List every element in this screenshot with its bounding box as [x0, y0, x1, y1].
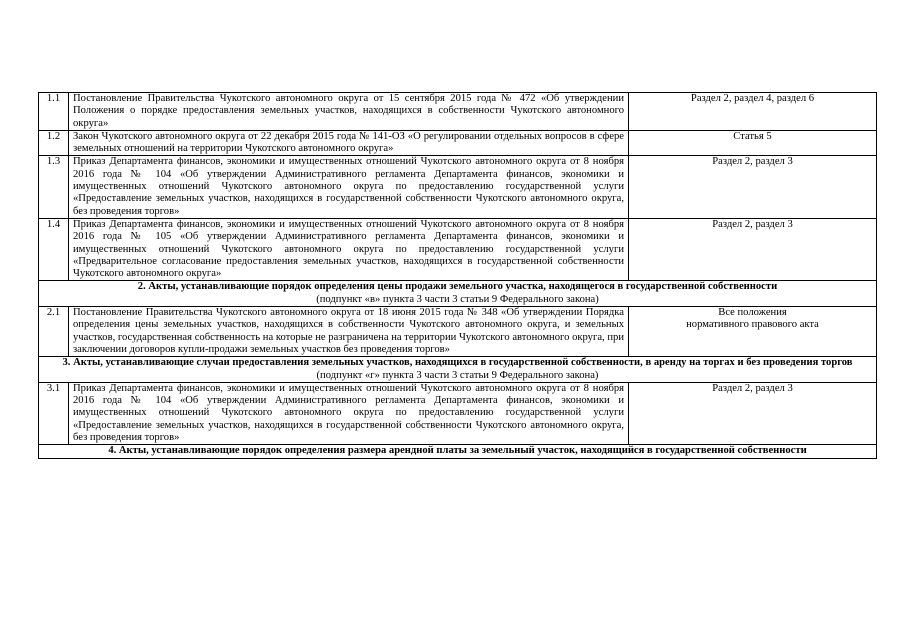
section-4-title: 4. Акты, устанавливающие порядок определения размера арендной платы за земельный участок, находящийся в государственной собственности	[108, 445, 807, 457]
act-sections: Раздел 2, раздел 3	[629, 156, 877, 218]
legal-acts-table	[38, 92, 877, 459]
table-row	[39, 382, 877, 444]
section-3-note: (подпункт «г» пункта 3 части 3 статьи 9 Федерального закона)	[316, 369, 599, 381]
table-row	[39, 156, 877, 218]
section-2-title: 2. Акты, устанавливающие порядок определения цены продажи земельного участка, находящегося в государственной собственности	[137, 281, 778, 293]
section-3-header	[39, 357, 877, 383]
table-row	[39, 307, 877, 357]
act-description: Постановление Правительства Чукотского автономного округа от 15 сентября 2015 года № 472 «Об утверждении Положения о порядке предоставления земельных участков, находящихся в собственности Чукотского автономного округа»	[69, 93, 629, 131]
section-2-header	[39, 281, 877, 307]
row-number: 3.1	[39, 382, 69, 444]
act-description: Приказ Департамента финансов, экономики и имущественных отношений Чукотского автономного округа от 8 ноября 2016 года № 104 «Об утверждении Административного регламента Департамента финансов, экономики и имущественных отношений Чукотского автономного округа по предоставлению государственной услуги «Предоставление земельных участков, находящихся в государственной собственности Чукотского автономного округа, без проведения торгов»	[69, 382, 629, 444]
row-number: 1.3	[39, 156, 69, 218]
act-description: Приказ Департамента финансов, экономики и имущественных отношений Чукотского автономного округа от 8 ноября 2016 года № 105 «Об утверждении Административного регламента Департамента финансов, экономики и имущественных отношений Чукотского автономного округа по предоставлению государственной услуги «Предварительное согласование предоставления земельных участков, находящихся в государственной собственности Чукотского автономного округа»	[69, 218, 629, 280]
table-row	[39, 93, 877, 131]
section-3-title: 3. Акты, устанавливающие случаи предоставления земельных участков, находящихся в государственной собственности, в аренду на торгах и без проведения торгов	[62, 357, 853, 369]
act-description: Закон Чукотского автономного округа от 22 декабря 2015 года № 141-ОЗ «О регулировании отдельных вопросов в сфере земельных отношений на территории Чукотского автономного округа»	[69, 130, 629, 156]
row-number: 1.4	[39, 218, 69, 280]
act-sections-line-1: Все положения	[718, 307, 787, 319]
act-sections	[629, 307, 877, 357]
act-description: Постановление Правительства Чукотского автономного округа от 18 июня 2015 года № 348 «Об утверждении Порядка определения цены земельных участков, находящихся в собственности Чукотского автономного округа, и земельных участков, государственная собственность на которые не разграничена на территории Чукотского автономного округа, при заключении договоров купли-продажи земельных участков без проведения торгов»	[69, 307, 629, 357]
act-description: Приказ Департамента финансов, экономики и имущественных отношений Чукотского автономного округа от 8 ноября 2016 года № 104 «Об утверждении Административного регламента Департамента финансов, экономики и имущественных отношений Чукотского автономного округа по предоставлению государственной услуги «Предоставление земельных участков, находящихся в государственной собственности Чукотского автономного округа, без проведения торгов»	[69, 156, 629, 218]
act-sections: Раздел 2, раздел 3	[629, 218, 877, 280]
act-sections: Статья 5	[629, 130, 877, 156]
section-header-row	[39, 445, 877, 458]
act-sections-line-2: нормативного правового акта	[686, 319, 819, 331]
row-number: 1.2	[39, 130, 69, 156]
table-row	[39, 130, 877, 156]
section-header-row	[39, 357, 877, 383]
row-number: 2.1	[39, 307, 69, 357]
act-sections: Раздел 2, раздел 4, раздел 6	[629, 93, 877, 131]
section-4-header	[39, 445, 877, 458]
table-row	[39, 218, 877, 280]
section-2-note: (подпункт «в» пункта 3 части 3 статьи 9 Федерального закона)	[316, 293, 599, 305]
row-number: 1.1	[39, 93, 69, 131]
section-header-row	[39, 281, 877, 307]
act-sections: Раздел 2, раздел 3	[629, 382, 877, 444]
